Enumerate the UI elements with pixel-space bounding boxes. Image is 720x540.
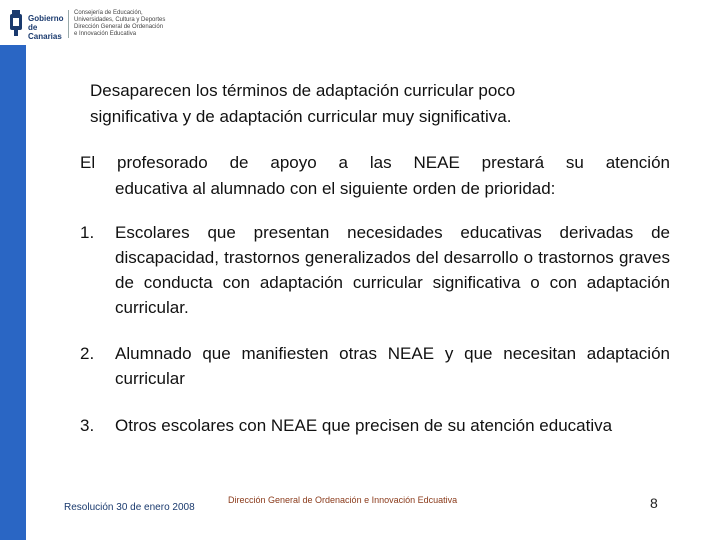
item-number: 1. <box>80 223 95 242</box>
intro-paragraph <box>90 78 650 130</box>
left-accent-bar <box>0 45 26 540</box>
government-name <box>28 14 66 41</box>
gov-name-line-1: Gobierno <box>28 14 64 23</box>
priority-item-2 <box>80 341 670 391</box>
intro-line-1: Desaparecen los términos de adaptación curricular poco <box>90 81 516 100</box>
consejeria-text <box>74 10 184 38</box>
header <box>0 0 720 45</box>
consejeria-line: e Innovación Educativa <box>74 31 137 37</box>
gov-name-line-2: de Canarias <box>28 23 62 41</box>
footer-resolution: Resolución 30 de enero 2008 <box>64 502 195 513</box>
page-number: 8 <box>650 495 658 511</box>
item-text: Escolares que presentan necesidades educativas derivadas de discapacidad, trastornos generalizados del desarrollo o trastornos graves de conducta con adaptación curricular significativa o con adaptación curricular. <box>115 223 670 317</box>
priority-item-3 <box>80 413 670 438</box>
coat-of-arms-icon <box>8 8 24 38</box>
lead-line-1: El profesorado de apoyo a las NEAE prestará su atención <box>80 153 670 172</box>
consejeria-line: Dirección General de Ordenación <box>74 24 164 30</box>
item-text: Otros escolares con NEAE que precisen de su atención educativa <box>115 416 613 435</box>
gobierno-logo <box>8 8 66 42</box>
item-text: Alumnado que manifiesten otras NEAE y que necesitan adaptación curricular <box>115 344 670 388</box>
lead-line-2: educativa al alumnado con el siguiente orden de prioridad: <box>115 179 556 198</box>
footer-directorate: Dirección General de Ordenación e Innovación Edcuativa <box>228 495 458 505</box>
consejeria-line: Consejería de Educación, <box>74 10 143 16</box>
priority-item-1 <box>80 220 670 320</box>
consejeria-line: Universidades, Cultura y Deportes <box>74 17 166 23</box>
item-number: 3. <box>80 416 95 435</box>
lead-paragraph <box>80 150 670 202</box>
header-divider <box>68 10 69 38</box>
intro-line-2: significativa y de adaptación curricular muy significativa. <box>90 107 512 126</box>
item-number: 2. <box>80 344 95 363</box>
